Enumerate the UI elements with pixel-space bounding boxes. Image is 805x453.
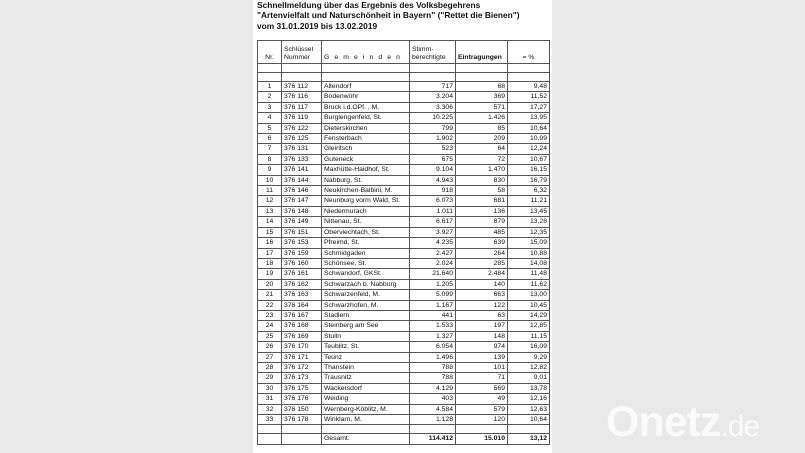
table-row xyxy=(258,394,550,404)
row-nr: 1 xyxy=(258,82,282,92)
row-key: 376 172 xyxy=(282,362,322,372)
spacer-row xyxy=(258,73,550,82)
row-nr: 25 xyxy=(258,331,282,341)
row-entries: 569 xyxy=(456,383,508,393)
row-key: 376 164 xyxy=(282,300,322,310)
table-row xyxy=(258,123,550,133)
row-voters: 6.617 xyxy=(410,217,456,227)
row-entries: 71 xyxy=(456,373,508,383)
row-gemeinde: Bruck i.d.OPf. , M. xyxy=(322,102,410,112)
table-row xyxy=(258,258,550,268)
total-label: Gesamt: xyxy=(322,434,410,444)
row-nr: 7 xyxy=(258,144,282,154)
row-key: 376 117 xyxy=(282,102,322,112)
header-eintragungen: Eintragungen xyxy=(456,41,508,64)
row-gemeinde: Thanstein xyxy=(322,362,410,372)
row-percent: 11,15 xyxy=(508,331,550,341)
row-gemeinde: Stadlern xyxy=(322,310,410,320)
row-key: 376 163 xyxy=(282,290,322,300)
row-percent: 11,21 xyxy=(508,196,550,206)
row-key: 376 176 xyxy=(282,394,322,404)
row-key: 376 162 xyxy=(282,279,322,289)
row-key: 376 148 xyxy=(282,206,322,216)
row-entries: 879 xyxy=(456,217,508,227)
row-voters: 918 xyxy=(410,186,456,196)
row-key: 376 171 xyxy=(282,352,322,362)
row-nr: 15 xyxy=(258,227,282,237)
row-percent: 11,52 xyxy=(508,92,550,102)
row-nr: 16 xyxy=(258,238,282,248)
row-voters: 5.099 xyxy=(410,290,456,300)
table-row xyxy=(258,92,550,102)
row-entries: 72 xyxy=(456,154,508,164)
row-percent: 10,99 xyxy=(508,134,550,144)
row-voters: 1.011 xyxy=(410,206,456,216)
row-voters: 6.054 xyxy=(410,342,456,352)
row-percent: 14,29 xyxy=(508,310,550,320)
row-voters: 788 xyxy=(410,362,456,372)
row-entries: 974 xyxy=(456,342,508,352)
row-nr: 24 xyxy=(258,321,282,331)
row-percent: 13,00 xyxy=(508,290,550,300)
row-gemeinde: Nittenau, St. xyxy=(322,217,410,227)
row-voters: 21.640 xyxy=(410,269,456,279)
row-entries: 122 xyxy=(456,300,508,310)
row-key: 376 178 xyxy=(282,415,322,425)
spacer-row xyxy=(258,425,550,434)
row-voters: 1.902 xyxy=(410,134,456,144)
table-row xyxy=(258,279,550,289)
row-voters: 1.496 xyxy=(410,352,456,362)
row-entries: 140 xyxy=(456,279,508,289)
table-row xyxy=(258,154,550,164)
table-row xyxy=(258,217,550,227)
row-gemeinde: Oberviechtach, St. xyxy=(322,227,410,237)
row-percent: 11,62 xyxy=(508,279,550,289)
row-gemeinde: Schmidgaden xyxy=(322,248,410,258)
row-key: 376 173 xyxy=(282,373,322,383)
row-key: 376 160 xyxy=(282,258,322,268)
row-nr: 29 xyxy=(258,373,282,383)
row-percent: 10,64 xyxy=(508,123,550,133)
header-key: Schlüssel Nummer xyxy=(282,41,322,64)
row-voters: 3.204 xyxy=(410,92,456,102)
row-percent: 9,29 xyxy=(508,352,550,362)
row-percent: 16,09 xyxy=(508,342,550,352)
row-key: 376 159 xyxy=(282,248,322,258)
row-percent: 12,35 xyxy=(508,227,550,237)
row-nr: 5 xyxy=(258,123,282,133)
row-percent: 12,16 xyxy=(508,394,550,404)
row-key: 376 116 xyxy=(282,92,322,102)
row-entries: 136 xyxy=(456,206,508,216)
row-voters: 799 xyxy=(410,123,456,133)
row-nr: 2 xyxy=(258,92,282,102)
row-nr: 31 xyxy=(258,394,282,404)
row-percent: 14,08 xyxy=(508,258,550,268)
row-nr: 21 xyxy=(258,290,282,300)
row-gemeinde: Weiding xyxy=(322,394,410,404)
row-gemeinde: Niedermurach xyxy=(322,206,410,216)
row-gemeinde: Pfreimd, St. xyxy=(322,238,410,248)
table-row xyxy=(258,404,550,414)
row-key: 376 170 xyxy=(282,342,322,352)
row-gemeinde: Burglengenfeld, St. xyxy=(322,113,410,123)
row-voters: 441 xyxy=(410,310,456,320)
row-percent: 16,15 xyxy=(508,165,550,175)
row-voters: 4.235 xyxy=(410,238,456,248)
row-key: 376 147 xyxy=(282,196,322,206)
row-voters: 3.927 xyxy=(410,227,456,237)
row-key: 376 119 xyxy=(282,113,322,123)
row-voters: 3.306 xyxy=(410,102,456,112)
results-table xyxy=(257,40,550,445)
row-entries: 2.484 xyxy=(456,269,508,279)
title-line-1: Schnellmeldung über das Ergebnis des Volksbegehrens xyxy=(257,0,481,10)
row-nr: 13 xyxy=(258,206,282,216)
table-header-row xyxy=(258,41,550,64)
onetz-watermark-logo: Onetz.de xyxy=(606,398,760,446)
table-row xyxy=(258,144,550,154)
row-gemeinde: Wackersdorf xyxy=(322,383,410,393)
row-entries: 830 xyxy=(456,175,508,185)
row-entries: 85 xyxy=(456,123,508,133)
header-percent: = % xyxy=(508,41,550,64)
row-entries: 120 xyxy=(456,415,508,425)
row-percent: 12,82 xyxy=(508,362,550,372)
row-gemeinde: Schönsee, St. xyxy=(322,258,410,268)
row-voters: 4.584 xyxy=(410,404,456,414)
row-percent: 13,45 xyxy=(508,206,550,216)
table-row xyxy=(258,373,550,383)
row-gemeinde: Wernberg-Köblitz, M. xyxy=(322,404,410,414)
row-gemeinde: Maxhütte-Haidhof, St. xyxy=(322,165,410,175)
row-entries: 64 xyxy=(456,144,508,154)
title-line-3: vom 31.01.2019 bis 13.02.2019 xyxy=(257,20,378,31)
row-nr: 27 xyxy=(258,352,282,362)
header-stimmberechtigte: Stimm- berechtigte xyxy=(410,41,456,64)
row-entries: 663 xyxy=(456,290,508,300)
row-percent: 16,79 xyxy=(508,175,550,185)
row-entries: 285 xyxy=(456,258,508,268)
row-voters: 4.943 xyxy=(410,175,456,185)
table-row xyxy=(258,290,550,300)
row-entries: 58 xyxy=(456,186,508,196)
row-nr: 11 xyxy=(258,186,282,196)
row-voters: 1.327 xyxy=(410,331,456,341)
row-nr: 18 xyxy=(258,258,282,268)
row-percent: 9,01 xyxy=(508,373,550,383)
row-percent: 9,48 xyxy=(508,82,550,92)
table-row xyxy=(258,102,550,112)
row-entries: 639 xyxy=(456,238,508,248)
document-title xyxy=(257,0,549,31)
row-percent: 12,24 xyxy=(508,144,550,154)
row-key: 376 150 xyxy=(282,404,322,414)
row-nr: 19 xyxy=(258,269,282,279)
row-entries: 68 xyxy=(456,82,508,92)
row-gemeinde: Trausnitz xyxy=(322,373,410,383)
table-row xyxy=(258,331,550,341)
header-nr: Nr. xyxy=(258,41,282,64)
row-percent: 13,78 xyxy=(508,383,550,393)
row-nr: 8 xyxy=(258,154,282,164)
row-percent: 10,64 xyxy=(508,415,550,425)
row-entries: 571 xyxy=(456,102,508,112)
table-row xyxy=(258,310,550,320)
table-row xyxy=(258,227,550,237)
row-key: 376 144 xyxy=(282,175,322,185)
row-nr: 30 xyxy=(258,383,282,393)
table-row xyxy=(258,383,550,393)
table-row xyxy=(258,165,550,175)
row-voters: 1.205 xyxy=(410,279,456,289)
table-row xyxy=(258,238,550,248)
row-entries: 101 xyxy=(456,362,508,372)
table-row xyxy=(258,352,550,362)
row-gemeinde: Teunz xyxy=(322,352,410,362)
header-gemeinden: G e m e i n d e n xyxy=(322,41,410,64)
row-nr: 23 xyxy=(258,310,282,320)
row-gemeinde: Dieterskirchen xyxy=(322,123,410,133)
row-entries: 485 xyxy=(456,227,508,237)
row-key: 376 146 xyxy=(282,186,322,196)
row-nr: 28 xyxy=(258,362,282,372)
row-key: 376 131 xyxy=(282,144,322,154)
table-row xyxy=(258,269,550,279)
row-nr: 4 xyxy=(258,113,282,123)
row-percent: 6,32 xyxy=(508,186,550,196)
table-row xyxy=(258,206,550,216)
table-row xyxy=(258,113,550,123)
row-voters: 788 xyxy=(410,373,456,383)
row-gemeinde: Altendorf xyxy=(322,82,410,92)
row-voters: 2.024 xyxy=(410,258,456,268)
total-row xyxy=(258,434,550,444)
row-entries: 49 xyxy=(456,394,508,404)
row-voters: 4.129 xyxy=(410,383,456,393)
row-voters: 2.427 xyxy=(410,248,456,258)
row-nr: 32 xyxy=(258,404,282,414)
total-percent: 13,12 xyxy=(508,434,550,444)
row-percent: 12,85 xyxy=(508,321,550,331)
row-key: 376 133 xyxy=(282,154,322,164)
table-row xyxy=(258,415,550,425)
table-row xyxy=(258,175,550,185)
row-nr: 26 xyxy=(258,342,282,352)
row-gemeinde: Guteneck xyxy=(322,154,410,164)
row-percent: 13,28 xyxy=(508,217,550,227)
row-entries: 63 xyxy=(456,310,508,320)
row-percent: 15,09 xyxy=(508,238,550,248)
row-gemeinde: Fensterbach xyxy=(322,134,410,144)
row-entries: 139 xyxy=(456,352,508,362)
row-percent: 10,88 xyxy=(508,248,550,258)
row-voters: 1.167 xyxy=(410,300,456,310)
row-gemeinde: Neunburg vorm Wald, St. xyxy=(322,196,410,206)
table-row xyxy=(258,321,550,331)
row-percent: 13,95 xyxy=(508,113,550,123)
row-key: 376 149 xyxy=(282,217,322,227)
row-entries: 209 xyxy=(456,134,508,144)
row-percent: 12,63 xyxy=(508,404,550,414)
row-nr: 22 xyxy=(258,300,282,310)
table-row xyxy=(258,196,550,206)
row-entries: 681 xyxy=(456,196,508,206)
row-gemeinde: Neukirchen-Balbini, M. xyxy=(322,186,410,196)
row-percent: 10,67 xyxy=(508,154,550,164)
document-sheet xyxy=(253,0,552,453)
row-percent: 11,48 xyxy=(508,269,550,279)
total-voters: 114.412 xyxy=(410,434,456,444)
table-row xyxy=(258,300,550,310)
row-gemeinde: Schwarzenfeld, M. xyxy=(322,290,410,300)
row-percent: 17,27 xyxy=(508,102,550,112)
row-entries: 148 xyxy=(456,331,508,341)
row-key: 376 167 xyxy=(282,310,322,320)
row-key: 376 153 xyxy=(282,238,322,248)
row-nr: 17 xyxy=(258,248,282,258)
row-voters: 717 xyxy=(410,82,456,92)
table-row xyxy=(258,134,550,144)
row-key: 376 175 xyxy=(282,383,322,393)
row-key: 376 169 xyxy=(282,331,322,341)
row-key: 376 161 xyxy=(282,269,322,279)
row-voters: 1.533 xyxy=(410,321,456,331)
row-nr: 20 xyxy=(258,279,282,289)
row-nr: 33 xyxy=(258,415,282,425)
table-row xyxy=(258,82,550,92)
row-voters: 9.104 xyxy=(410,165,456,175)
row-entries: 264 xyxy=(456,248,508,258)
row-voters: 523 xyxy=(410,144,456,154)
row-voters: 1.128 xyxy=(410,415,456,425)
title-line-2: "Artenvielfalt und Naturschönheit in Bayern" ("Rettet die Bienen") xyxy=(257,10,520,21)
row-key: 376 151 xyxy=(282,227,322,237)
row-voters: 6.073 xyxy=(410,196,456,206)
row-key: 376 141 xyxy=(282,165,322,175)
row-voters: 675 xyxy=(410,154,456,164)
row-key: 376 112 xyxy=(282,82,322,92)
row-gemeinde: Teublitz, St. xyxy=(322,342,410,352)
row-nr: 10 xyxy=(258,175,282,185)
table-row xyxy=(258,186,550,196)
row-gemeinde: Schwandorf, GKSt. xyxy=(322,269,410,279)
row-key: 376 122 xyxy=(282,123,322,133)
row-entries: 1.426 xyxy=(456,113,508,123)
row-nr: 14 xyxy=(258,217,282,227)
row-percent: 10,45 xyxy=(508,300,550,310)
row-nr: 12 xyxy=(258,196,282,206)
row-gemeinde: Winklarn, M. xyxy=(322,415,410,425)
row-nr: 9 xyxy=(258,165,282,175)
row-voters: 10.225 xyxy=(410,113,456,123)
row-gemeinde: Stulln xyxy=(322,331,410,341)
row-gemeinde: Gleiritsch xyxy=(322,144,410,154)
row-key: 376 168 xyxy=(282,321,322,331)
row-entries: 579 xyxy=(456,404,508,414)
row-gemeinde: Schwarzach b. Nabburg xyxy=(322,279,410,289)
row-gemeinde: Bodenwöhr xyxy=(322,92,410,102)
row-nr: 6 xyxy=(258,134,282,144)
spacer-row xyxy=(258,64,550,73)
table-row xyxy=(258,342,550,352)
row-key: 376 125 xyxy=(282,134,322,144)
row-entries: 1.470 xyxy=(456,165,508,175)
row-entries: 369 xyxy=(456,92,508,102)
row-entries: 197 xyxy=(456,321,508,331)
row-gemeinde: Nabburg, St. xyxy=(322,175,410,185)
table-row xyxy=(258,362,550,372)
row-gemeinde: Steinberg am See xyxy=(322,321,410,331)
table-row xyxy=(258,248,550,258)
row-nr: 3 xyxy=(258,102,282,112)
row-voters: 403 xyxy=(410,394,456,404)
row-gemeinde: Schwarzhofen, M. xyxy=(322,300,410,310)
total-entries: 15.010 xyxy=(456,434,508,444)
